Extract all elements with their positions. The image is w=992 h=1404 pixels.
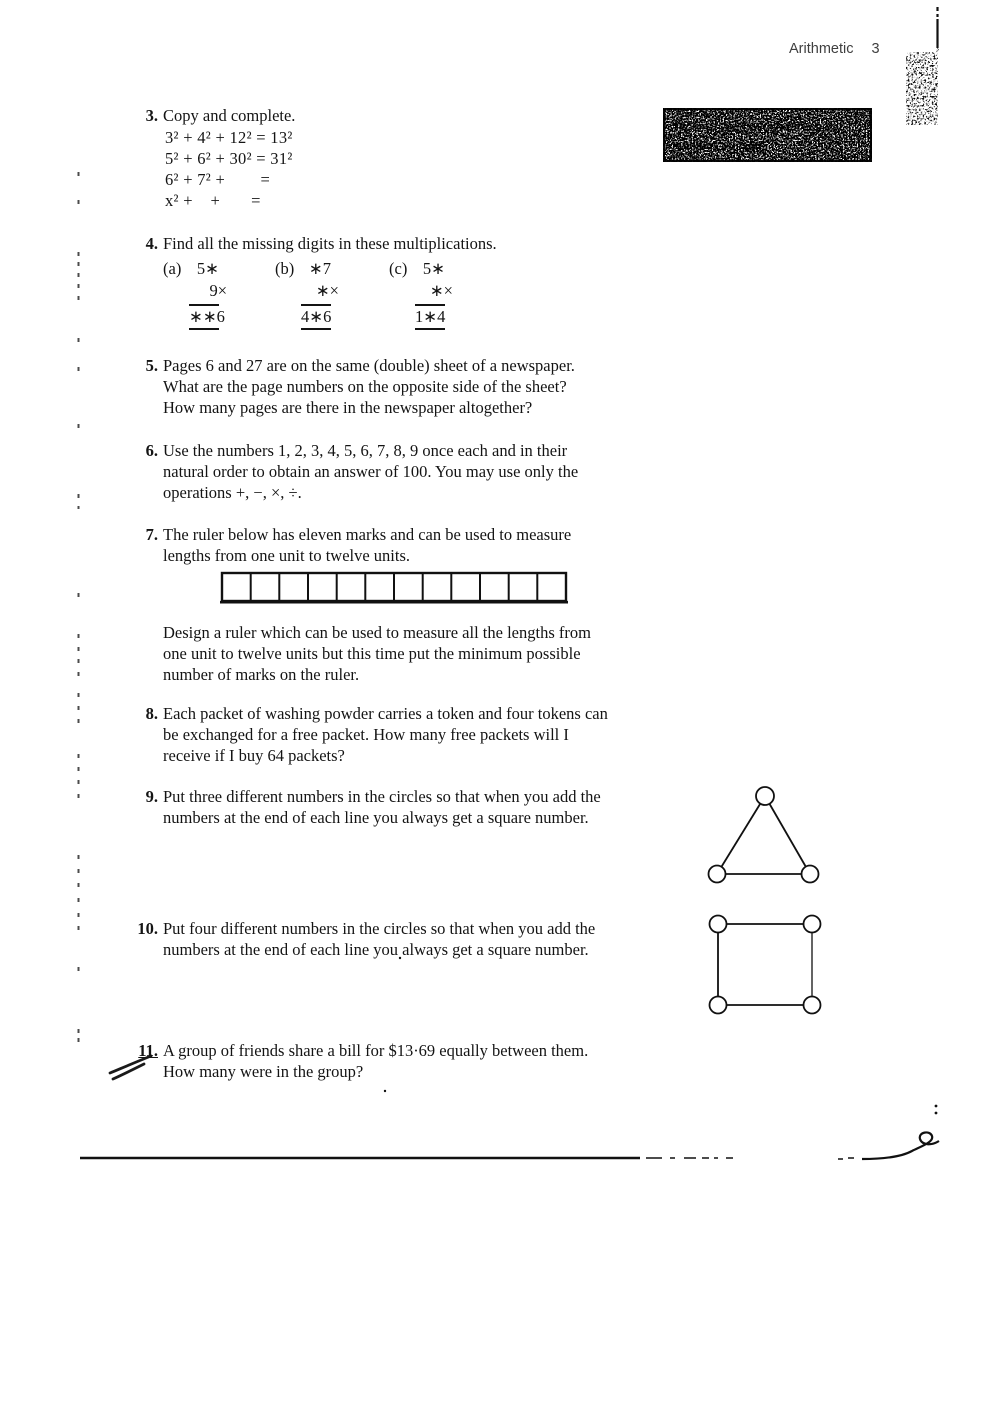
multiplication-a (163, 258, 227, 330)
text-line: A group of friends share a bill for $13·69 equally between them. (163, 1041, 589, 1060)
equation-line: 3² + 4² + 12² = 13² (165, 128, 293, 147)
equation-line: x² + + = (165, 191, 261, 210)
text-line: natural order to obtain an answer of 100. You may use only the (163, 462, 579, 481)
multiplicand: 5∗ (196, 259, 219, 278)
text-line: be exchanged for a free packet. How many free packets will I (163, 725, 569, 744)
text-line: Design a ruler which can be used to measure all the lengths from (163, 623, 591, 642)
triangle-circles-diagram (695, 778, 830, 890)
text-line: What are the page numbers on the opposite side of the sheet? (163, 377, 567, 396)
part-label: (a) (163, 259, 182, 278)
multiplication-b (275, 258, 339, 330)
note-box-line-1: You can find out about square (677, 119, 839, 134)
text-line: numbers at the end of each line you always get a square number. (163, 940, 589, 959)
text-line: Put four different numbers in the circles so that when you add the (163, 919, 596, 938)
problem-11-number: 11. (138, 1041, 158, 1060)
text-line: lengths from one unit to twelve units. (163, 546, 411, 565)
multiplicand: 5∗ (422, 259, 445, 278)
text-line: How many were in the group? (163, 1062, 364, 1081)
text-line: How many pages are there in the newspaper altogether? (163, 398, 533, 417)
multiplier: ∗× (315, 281, 339, 300)
problem-3-number: 3. (145, 106, 158, 125)
problem-6-number: 6. (145, 441, 158, 460)
page-header (789, 41, 880, 57)
text-line: numbers at the end of each line you always get a square number. (163, 808, 589, 827)
multiplication-c (389, 258, 453, 330)
text-line: Each packet of washing powder carries a token and four tokens can (163, 704, 608, 723)
multiplier: 9× (209, 281, 227, 300)
text-line: Use the numbers 1, 2, 3, 4, 5, 6, 7, 8, 9 once each and in their (163, 441, 568, 460)
square-circles-diagram (700, 908, 828, 1020)
problem-3-equations (165, 127, 293, 211)
text-line: receive if I buy 64 packets? (163, 746, 345, 765)
page-corner-curl (862, 1132, 939, 1159)
ruler-marks (251, 573, 538, 601)
circle-node (804, 916, 821, 933)
circle-node (710, 997, 727, 1014)
product: ∗∗6 (189, 304, 219, 330)
page-bottom-line-dashes (646, 1158, 854, 1159)
section-title: Arithmetic (789, 41, 854, 57)
circle-node (804, 997, 821, 1014)
page-number: 3 (871, 41, 880, 57)
problem-4-intro: Find all the missing digits in these multiplications. (163, 234, 497, 253)
equation-line: 5² + 6² + 30² = 31² (165, 149, 293, 168)
text-line: Pages 6 and 27 are on the same (double) sheet of a newspaper. (163, 356, 575, 375)
part-label: (b) (275, 259, 295, 278)
equation-line: 6² + 7² + = (165, 170, 271, 189)
text-line: number of marks on the ruler. (163, 665, 360, 684)
text-line: Put three different numbers in the circles so that when you add the (163, 787, 601, 806)
circle-node (710, 916, 727, 933)
part-label: (c) (389, 259, 408, 278)
problem-7-number: 7. (145, 525, 158, 544)
ruler-diagram (220, 571, 568, 607)
page-edge-tab (906, 52, 938, 125)
circle-node (802, 866, 819, 883)
product: 1∗4 (415, 304, 445, 330)
problem-4-multiplications (163, 258, 583, 358)
problem-5-number: 5. (145, 356, 158, 375)
circle-node (756, 787, 774, 805)
problem-8-number: 8. (145, 704, 158, 723)
circle-node (709, 866, 726, 883)
text-line: operations +, −, ×, ÷. (163, 483, 302, 502)
multiplier: ∗× (429, 281, 453, 300)
text-line: The ruler below has eleven marks and can be used to measure (163, 525, 572, 544)
problem-4-number: 4. (145, 234, 158, 253)
product: 4∗6 (301, 304, 331, 330)
text-line: one unit to twelve units but this time put the minimum possible (163, 644, 581, 663)
note-box (663, 108, 872, 162)
problem-9-number: 9. (145, 787, 158, 806)
problem-10-number: 10. (137, 919, 158, 938)
note-box-line-2: numbers on page (672, 137, 765, 152)
multiplicand: ∗7 (308, 259, 331, 278)
problem-3-title: Copy and complete. (163, 106, 296, 125)
